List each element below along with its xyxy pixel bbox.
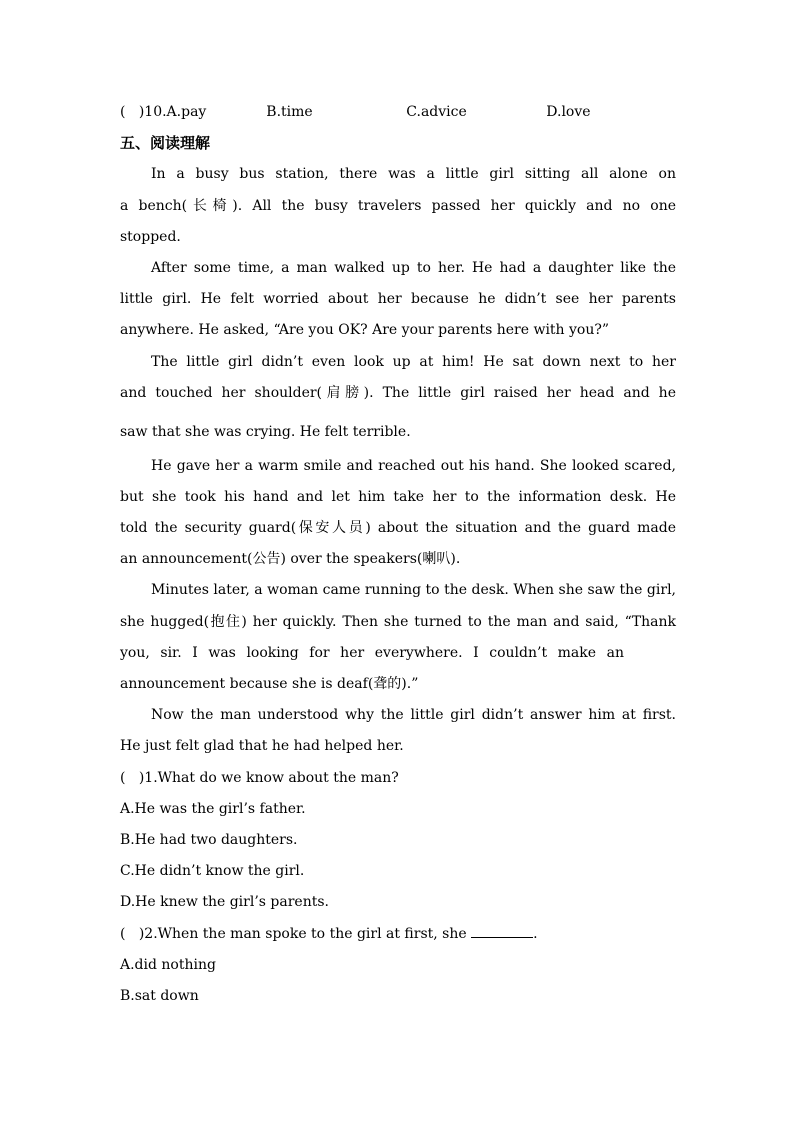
passage-line: In a busy bus station, there was a little girl sitting all alone on [151, 166, 676, 183]
passage-line: she hugged(抱住) her quickly. Then she turned to the man and said, “Thank [120, 613, 676, 630]
question-1-option-c: C.He didn’t know the girl. [120, 863, 305, 880]
passage-line: and touched her shoulder(肩膀). The little girl raised her head and he [120, 384, 676, 401]
question-text: 1.What do we know about the man? [144, 769, 399, 786]
passage-line: saw that she was crying. He felt terrible. [120, 423, 411, 440]
answer-paren: ( ) [120, 769, 145, 786]
question-2-option-b: B.sat down [120, 987, 199, 1004]
passage-line: Minutes later, a woman came running to the desk. When she saw the girl, [151, 582, 676, 599]
passage-line: stopped. [120, 228, 181, 245]
question-2-option-a: A.did nothing [120, 956, 216, 973]
question-10-option-c: C.advice [406, 104, 467, 120]
passage-line: told the security guard(保安人员) about the situation and the guard made [120, 520, 676, 537]
question-2-stem [120, 922, 676, 953]
passage-line: anywhere. He asked, “Are you OK? Are your parents here with you?” [120, 322, 610, 339]
question-1-stem [120, 766, 676, 797]
passage-line: an announcement(公告) over the speakers(喇叭). [120, 551, 461, 568]
answer-paren: ( ) [120, 104, 145, 120]
passage-line: After some time, a man walked up to her. He had a daughter like the [151, 259, 676, 276]
question-10-option-d: D.love [546, 104, 591, 120]
passage-line: He gave her a warm smile and reached out his hand. She looked scared, [151, 457, 676, 474]
answer-blank [471, 923, 533, 938]
question-1-option-b: B.He had two daughters. [120, 831, 298, 848]
question-1-option-a: A.He was the girl’s father. [120, 800, 306, 817]
answer-paren: ( ) [120, 925, 145, 942]
passage-line: He just felt glad that he had helped her. [120, 738, 404, 755]
question-text: 2.When the man spoke to the girl at first, she [144, 925, 467, 942]
passage-line: The little girl didn’t even look up at him! He sat down next to her [151, 353, 676, 370]
question-10-option-a: 10.A.pay [144, 104, 207, 120]
document-page [120, 100, 676, 1015]
question-end: . [533, 925, 538, 942]
section-title: 五、阅读理解 [120, 134, 211, 153]
passage-line: little girl. He felt worried about her because he didn’t see her parents [120, 291, 676, 308]
passage-line: Now the man understood why the little girl didn’t answer him at first. [151, 707, 676, 724]
passage-line: announcement because she is deaf(聋的).” [120, 676, 419, 692]
passage-line: a bench(长椅). All the busy travelers passed her quickly and no one [120, 197, 676, 214]
question-10-row [120, 100, 676, 131]
question-1-option-d: D.He knew the girl’s parents. [120, 894, 329, 911]
passage-line: but she took his hand and let him take her to the information desk. He [120, 488, 676, 505]
question-10-option-b: B.time [266, 104, 313, 120]
passage-line: you, sir. I was looking for her everywhere. I couldn’t make an [120, 644, 624, 661]
